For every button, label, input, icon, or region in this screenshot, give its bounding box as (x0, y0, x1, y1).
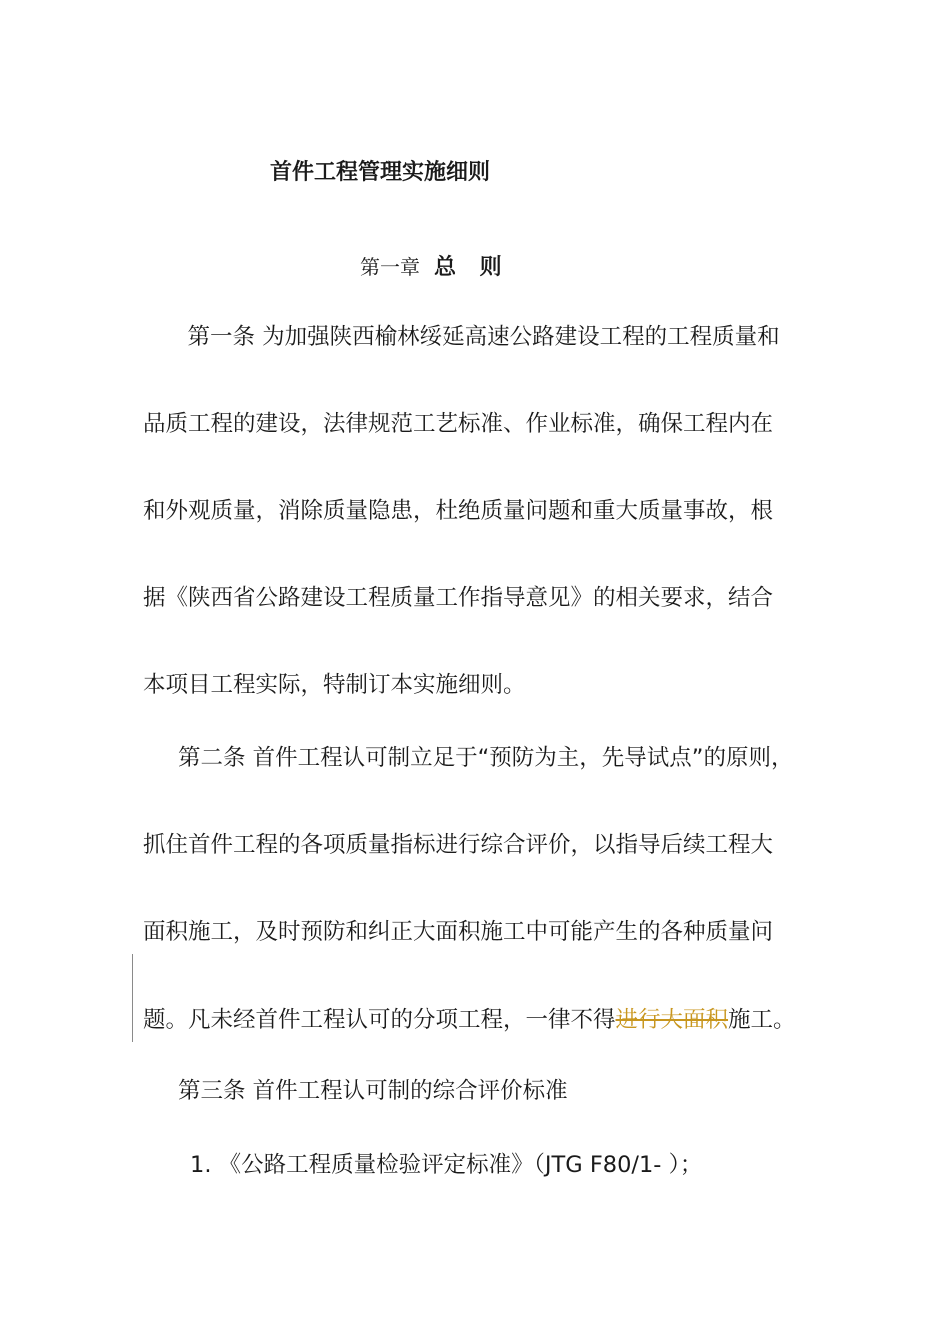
line-text-after: 施工。 (728, 1007, 796, 1033)
paragraph-line-with-revision (143, 1005, 813, 1035)
line-text-before: 题。凡未经首件工程认可的分项工程，一律不得 (143, 1007, 616, 1033)
chapter-name: 总 则 (434, 255, 510, 280)
chapter-heading (360, 250, 510, 281)
list-item-1: 1. 《公路工程质量检验评定标准》（JTG F80/1- ）； (190, 1152, 703, 1178)
paragraph-line: 和外观质量，消除质量隐患，杜绝质量问题和重大质量事故，根 (143, 498, 774, 524)
revision-change-bar (132, 954, 133, 1042)
article-three-heading: 第三条 首件工程认可制的综合评价标准 (178, 1078, 568, 1104)
tracked-deletion: 进行大面积 (615, 1007, 729, 1033)
paragraph-line: 本项目工程实际，特制订本实施细则。 (143, 672, 526, 698)
paragraph-line: 抓住首件工程的各项质量指标进行综合评价，以指导后续工程大 (143, 832, 774, 858)
paragraph-line: 第二条 首件工程认可制立足于“预防为主，先导试点”的原则， (178, 745, 794, 771)
paragraph-line: 面积施工，及时预防和纠正大面积施工中可能产生的各种质量问 (143, 919, 774, 945)
chapter-label: 第一章 (360, 255, 420, 279)
paragraph-line: 据《陕西省公路建设工程质量工作指导意见》的相关要求，结合 (143, 585, 774, 611)
document-title: 首件工程管理实施细则 (270, 160, 491, 185)
paragraph-line: 品质工程的建设，法律规范工艺标准、作业标准，确保工程内在 (143, 411, 774, 437)
paragraph-line: 第一条 为加强陕西榆林绥延高速公路建设工程的工程质量和 (165, 324, 780, 350)
